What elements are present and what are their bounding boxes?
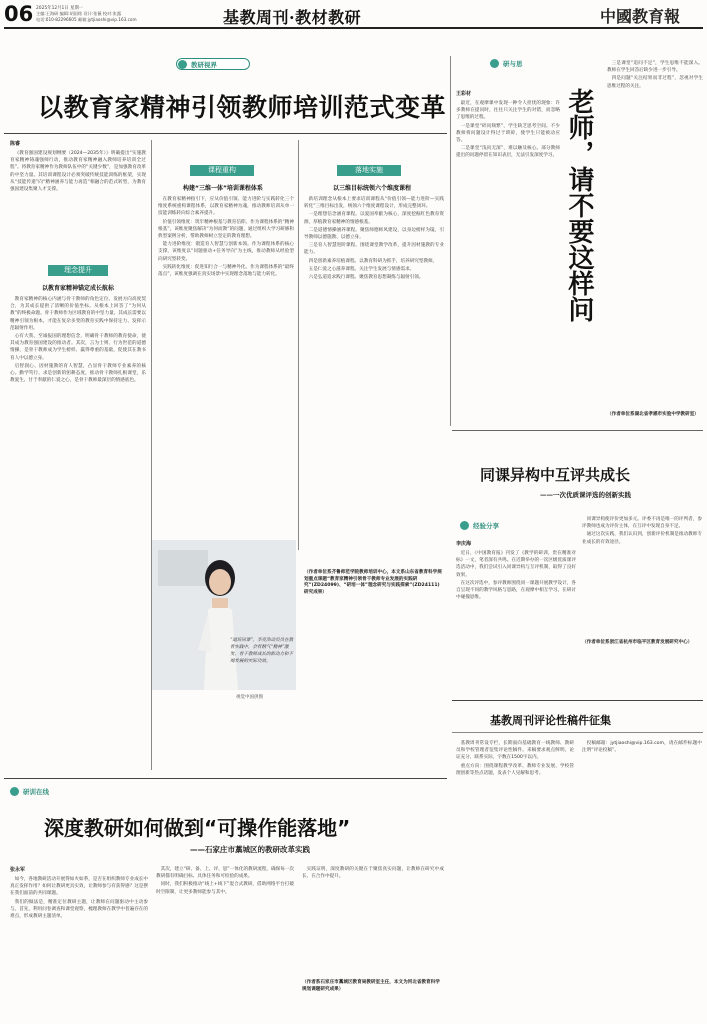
bottom-headline: 深度教研如何做到“可操作能落地” (44, 816, 351, 840)
notice-para: 基教周刊常设专栏，长期面向基础教育一线教师、教研员和学校管理者征集评论性稿件。来稿要求观点鲜明、论证充分、联系实际，字数在1500字以内。 (456, 741, 574, 761)
right-para: 最近，在观摩课中发现一种令人担忧的现象：许多教师在提问时，往往只关注学生的对错，而忽略了思维的过程。 (456, 101, 560, 121)
section-rule (4, 778, 447, 779)
headline-rule (4, 133, 447, 134)
box1-para: 在教育家精神指引下，应从价值引领、能力进阶与实践转化三个维度系统重构课程体系，以教育家精神为魂，推动教师培训从单一技能训练转向综合素养提升。 (158, 197, 294, 217)
teacher-photo (152, 540, 296, 690)
sub1-para: 心有大我、至诚报国的理想信念，明确骨干教师的教育使命，使其成为教育强国建设的推动者。其次，言为士则、行为世范的道德情操，是骨干教师成为学生榜样、赢得尊重的基础，促使其在教书育人中以德立身。 (10, 334, 146, 361)
right-credit: （作者单位系湖北省孝感市实验中学教研室） (607, 412, 699, 417)
bottom-credit: （作者系石家庄市藁城区教育局教研室主任，本文为河北省教育科学规划课题研究成果） (302, 980, 440, 992)
bottom-para: 我们的做法是，精准定位教研主题，让教师在问题驱动中主动参与。首先，利用问卷调查和课堂观察，梳理教师在教学中普遍存在的难点，形成教研主题清单。 (10, 899, 148, 920)
main-headline: 以教育家精神引领教师培训范式变革 (38, 93, 447, 122)
main-column-tag (176, 58, 250, 70)
chat-icon (10, 787, 19, 796)
box1-tag: 课程重构 (190, 165, 254, 176)
box1-para: 实践转化维度：促进知行合一与精神外化。作为课程体系的“最终落点”，该维度强调在真实场景中实现理念落地与能力转化。 (158, 264, 294, 278)
bottom-body-a (10, 876, 148, 1020)
teacher-illustration (152, 540, 296, 690)
header-rule (4, 27, 703, 29)
section-rule (452, 430, 703, 431)
bottom-body-c (302, 866, 444, 976)
main-column-tag-label: 教研视界 (191, 61, 217, 69)
notice-title: 基教周刊评论性稿件征集 (490, 714, 611, 727)
main-author-note: （作者单位系齐鲁师范学院教师培训中心，本文系山东省教育科学规划重点课题“教育家精神引领骨干教师专业发展的实践研究”(ZD24099)、“研培一体”理念研究与实践探索”(ZD24111)研究成果） (304, 570, 442, 595)
mid-body-b (582, 516, 702, 636)
photo-credit: 视觉中国供图 (236, 695, 263, 700)
mid-para: 通过这次实践，我们认识到，创新评价机制是推动教师专业成长的有效途径。 (582, 532, 702, 545)
mid-para: 近日，《中国教育报》刊发了《教学的研训，贵在精准对标》一文，笔者深有共鸣。在近期举办的一次区级优质课评选活动中，我们尝试引入同课异构与互评机制，取得了良好效果。 (456, 551, 576, 578)
right-column-tag (490, 58, 538, 69)
sub1-para: 启智润心、因材施教的育人智慧，凸显骨干教师专业素养的核心。勤学笃行、求是创新的躬耕态度，推动骨干教师扎根课堂，乐教爱生、甘于奉献的仁爱之心，是骨干教师最深层的情感底色。 (10, 363, 146, 384)
section-title: 基教周刊·教材教研 (223, 8, 362, 27)
notice-para: 重点方向：围绕课程教学改革、教师专业发展、学校管理创新等热点话题，发表个人见解和思考。 (456, 763, 574, 776)
bottom-body-b (156, 866, 294, 1020)
page-number: 06 (4, 2, 34, 26)
col-divider (298, 140, 299, 550)
notice-body-a (456, 740, 574, 1010)
right-para: 一是课堂“碎问频繁”，学生缺乏思考空间。不少教师将问题设计得过于琐碎，使学生只能被动应答。 (456, 123, 560, 144)
mid-column-tag-label: 经验分享 (473, 522, 499, 530)
notice-rule (452, 732, 703, 733)
right-body-a (456, 100, 560, 420)
bottom-para: 实践证明，深度教研的关键在于聚焦真实问题，让教师在研究中成长、在合作中提升。 (302, 867, 444, 880)
phone-line: 电话:010-82296605 邮箱:jytjiaoshi@vip.163.com (36, 17, 137, 22)
box1-para: 能力进阶维度：锻造育人智慧与创新本领。作为课程体系的核心支撑，该维度以“问题驱动+任务导向”为主线，推动教师从经验型向研究型转变。 (158, 242, 294, 262)
right-vertical-title: 老师，请不要这样问 (564, 88, 594, 322)
box2-body (304, 196, 444, 556)
sub1-tag: 理念提升 (48, 265, 108, 276)
box2-para: 六是弘道追求践行课程。聚焦教育思想凝练与辐射引领。 (308, 275, 424, 281)
right-column-tag-label: 研与思 (503, 60, 523, 68)
right-body-b (607, 60, 703, 350)
box2-tag: 落地实施 (337, 165, 401, 176)
bottom-column-tag (10, 786, 74, 797)
section-rule (452, 700, 703, 701)
box2-para: 四是创新素养培植课程。以教育科研为抓手，培养研究型教师。 (308, 258, 438, 264)
mid-column-tag (460, 520, 520, 531)
mid-para: 同课异构使评价更加多元。评委不再是唯一的评判者，参评教师也成为评价主体，在互评中发现自身不足。 (582, 517, 702, 530)
right-para: 三是课堂“追问不足”，学生思维不能深入。教师在学生回答后缺少进一步引导。 (607, 61, 703, 74)
mid-para: 在这次评选中，参评教师围绕同一课题开展教学设计，各自呈现不同的教学风格与思路，在观摩中相互学习、在研讨中碰撞思维。 (456, 580, 576, 601)
bottom-column-tag-label: 研训在线 (23, 788, 49, 796)
share-icon (460, 521, 469, 530)
bottom-para: 其次，建立“研、备、上、评、思”一体化的教研流程，确保每一次教研都有明确目标、具体任务和可检验的成果。 (156, 867, 294, 880)
bottom-author: 张永军 (10, 867, 26, 873)
photo-caption: “道培同课”，李亮浩动员员在教育实践中，会有精气“精神”激发，骨干教师成长的新动力和不竭发展的实际功效。 (230, 638, 294, 664)
right-para: 四是问题“关注结果而非过程”，忽视对学生思维过程的关注。 (607, 76, 703, 89)
main-intro (10, 150, 146, 254)
box2-para: 新培训理念从根本上要求培训课程从“价值引领—能力进阶—实践转化”三维目标出发，统领六个维度课程设计，形成完整闭环。 (304, 197, 444, 210)
date-line: 2025年12月1日 星期一 (36, 6, 84, 11)
box2-para: 二是道德情操涵养课程。聚焦师德师风建设，以身边榜样为镜，引导教师以德施教、以德立身。 (304, 227, 444, 241)
notice-body-b (582, 740, 702, 1010)
main-author: 陈睿 (10, 141, 21, 147)
sub1-subtitle: 以教育家精神锚定成长航标 (41, 285, 114, 292)
masthead: 中國教育報 (600, 7, 681, 26)
box1-body (158, 196, 294, 586)
notice-para: 投稿邮箱：jytjiaoshi@vip.163.com，请在邮件标题中注明“评论投稿”。 (582, 741, 702, 754)
editor-line: 主编:王海研 编辑:胡国铭 设计:张薇 校对:张露 (36, 11, 122, 16)
mid-author: 李庆海 (456, 541, 472, 547)
main-intro-text: 《教育强国建设规划纲要（2024—2035年）》明确提出“实施教育家精神铸魂强师行动，推动教育家精神融入教师培养培训全过程”。将教育家精神作为教师队伍中的“关键少数”，是加强教育改革的中坚力量。其培训课程设计必须突破传统技能训练的框架，实现从“技能传递”向“精神涵养与能力再造”相融合的范式转型，为教育强国建设集聚人才支撑。 (10, 151, 146, 193)
box2-para: 三是育人智慧进阶课程。围绕课堂教学改革，提升因材施教的专业能力。 (304, 243, 444, 256)
bottom-para: 同时，我们积极推动“线上+线下”混合式教研，借助网络平台打破时空限制，让更多教师能参与其中。 (156, 882, 294, 895)
box1-para: 价值引领维度：筑牢精神根基与教育信仰。作为课程体系的“精神根基”，该维度聚焦解决“为何而教”的问题，通过组织大学习研修和典型案例分析，帮助教师树立坚定的教育理想。 (158, 219, 294, 240)
right-para: 二是课堂“浅问无深”，难以触及核心。部分教师提出的问题停留在知识表层，无法引发深度学习。 (456, 146, 560, 159)
sub1-body (10, 296, 146, 586)
leaf-icon (178, 60, 187, 69)
mid-body-a (456, 550, 576, 680)
box2-para: 一是理想信念涵育课程。以爱国奉献为核心，深度挖掘红色教育资源，厚植教育家精神的情感根基。 (304, 212, 444, 225)
mid-subtitle: ——一次优质课评选的创新实践 (540, 491, 631, 499)
bottom-subtitle: ——石家庄市藁城区的教研改革实践 (190, 845, 310, 854)
right-author: 王彩材 (456, 91, 472, 97)
bottom-para: 如今，各地教研活动开展得如火如荼，是否在组织教师专业成长中真正发挥作用？如何让教研更具实效，让教师参与有获得感？这是摆在我们面前的共同课题。 (10, 877, 148, 897)
sub1-para: 教育家精神的核心内涵与骨干教师的角色定位、发展方向高度契合，为其成长提供了清晰的价值坐标。从根本上回答了“为何从教”的终极命题。骨干教师作为区域教育的中坚力量，其成长需要以精神引领为根本，才能在复杂多变的教育实践中保持定力、发挥示范辐射作用。 (10, 297, 146, 331)
box2-subtitle: 以三维目标统领六个维度课程 (332, 185, 411, 192)
box2-para: 五是仁爱之心滋养课程。关注学生发展与情感需求。 (308, 266, 415, 272)
mid-headline: 同课异构中互评共成长 (480, 466, 631, 484)
search-icon (490, 59, 499, 68)
box1-subtitle: 构建“三维一体”培训课程体系 (183, 185, 263, 192)
mid-credit: （作者单位系浙江省杭州市临平区教育发展研究中心） (582, 640, 693, 645)
col-divider (450, 56, 451, 426)
